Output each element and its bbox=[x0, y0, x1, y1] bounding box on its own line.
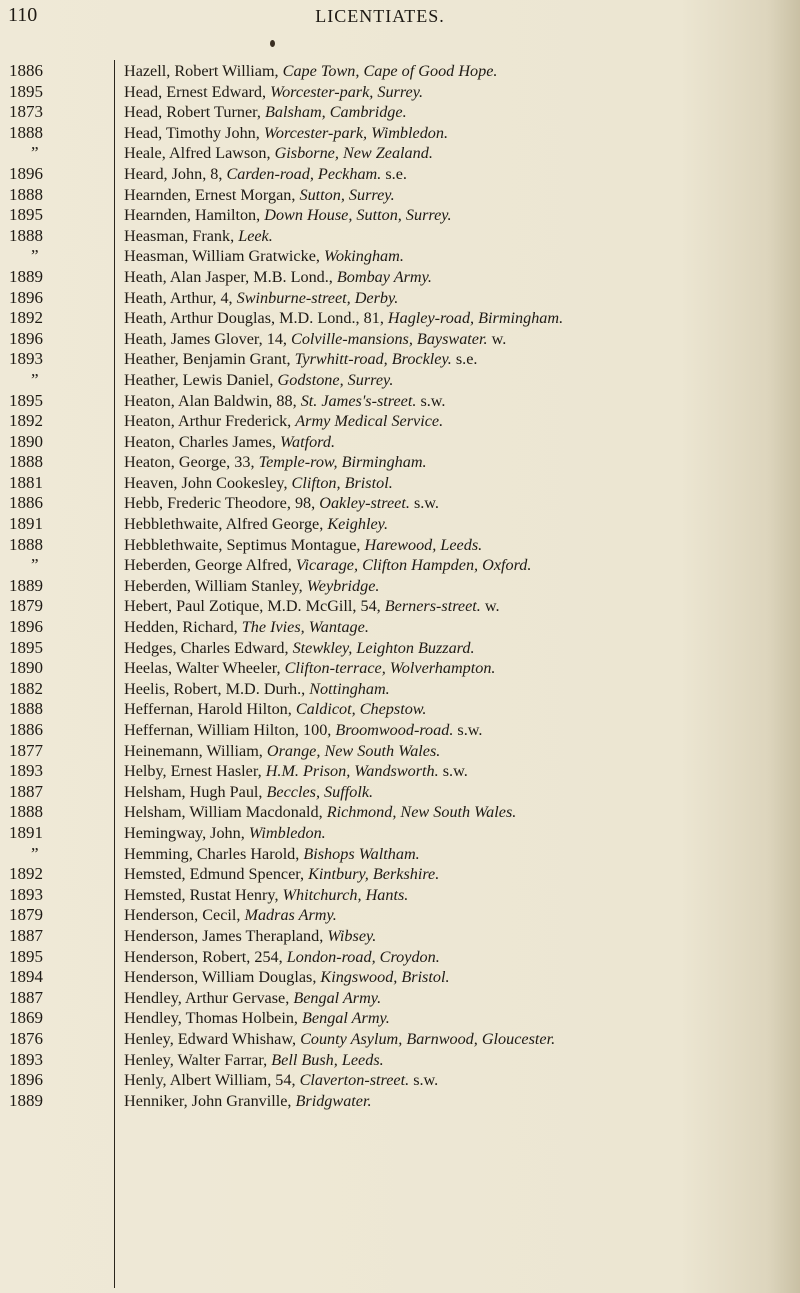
entry-text bbox=[124, 947, 440, 968]
entry-text bbox=[124, 370, 393, 391]
list-item bbox=[0, 185, 800, 206]
entry-address: Bell Bush, Leeds. bbox=[271, 1050, 384, 1069]
entry-postal-district: s.w. bbox=[453, 721, 483, 739]
entry-year: 1869 bbox=[9, 1008, 43, 1028]
list-item bbox=[0, 864, 800, 885]
list-item bbox=[0, 761, 800, 782]
list-item bbox=[0, 514, 800, 535]
entry-year: 1888 bbox=[9, 184, 43, 204]
entry-address: Balsham, Cambridge. bbox=[264, 103, 407, 122]
list-item bbox=[0, 267, 800, 288]
entry-text bbox=[124, 391, 445, 412]
entry-text bbox=[124, 411, 443, 432]
entry-text bbox=[124, 638, 475, 659]
list-item bbox=[0, 947, 800, 968]
entry-address: Down House, Sutton, Surrey. bbox=[264, 206, 452, 225]
list-item bbox=[0, 1008, 800, 1029]
entry-year: 1888 bbox=[9, 225, 43, 245]
list-item bbox=[0, 535, 800, 556]
entry-year: 1887 bbox=[9, 987, 43, 1007]
list-item bbox=[0, 1070, 800, 1091]
entry-name: Heelas, Walter Wheeler, bbox=[124, 659, 285, 678]
entry-postal-district: w. bbox=[487, 329, 507, 348]
list-item bbox=[0, 370, 800, 391]
entry-address: Carden-road, Peckham. bbox=[226, 164, 382, 183]
entry-name: Heffernan, William Hilton, 100, bbox=[124, 721, 336, 739]
entry-text bbox=[124, 699, 426, 720]
entry-year: 1896 bbox=[9, 328, 43, 348]
entry-address: Bombay Army. bbox=[336, 267, 432, 286]
entry-text bbox=[124, 1029, 555, 1050]
entry-text bbox=[124, 473, 393, 494]
entry-text bbox=[124, 782, 373, 803]
entry-name: Heather, Benjamin Grant, bbox=[124, 350, 295, 369]
list-item bbox=[0, 391, 800, 412]
entry-name: Henly, Albert William, 54, bbox=[124, 1071, 300, 1090]
entry-name: Hebert, Paul Zotique, M.D. McGill, 54, bbox=[124, 597, 385, 616]
entry-text bbox=[124, 967, 450, 988]
entry-text bbox=[124, 720, 482, 741]
entry-text bbox=[124, 885, 408, 906]
entry-year: 1887 bbox=[9, 781, 43, 801]
entry-name: Heaton, Alan Baldwin, 88, bbox=[124, 391, 301, 410]
entry-name: Hemming, Charles Harold, bbox=[124, 844, 304, 863]
list-item bbox=[0, 617, 800, 638]
entry-address: Cape Town, Cape of Good Hope. bbox=[282, 62, 498, 80]
entry-text bbox=[124, 514, 388, 535]
entry-name: Heasman, William Gratwicke, bbox=[124, 247, 324, 266]
entry-address: Kintbury, Berkshire. bbox=[308, 865, 440, 884]
entry-text bbox=[124, 61, 497, 82]
list-item bbox=[0, 699, 800, 720]
entry-text bbox=[124, 844, 420, 865]
list-item bbox=[0, 596, 800, 617]
list-item bbox=[0, 741, 800, 762]
page-number: 110 bbox=[8, 4, 38, 26]
entry-year: ” bbox=[31, 555, 39, 575]
entry-address: Wimbledon. bbox=[248, 823, 326, 842]
entry-text bbox=[124, 226, 273, 247]
entry-year: 1895 bbox=[9, 637, 43, 657]
entry-address: Watford. bbox=[280, 432, 336, 451]
list-item bbox=[0, 205, 800, 226]
entry-year: 1882 bbox=[9, 678, 43, 698]
entry-text bbox=[124, 1008, 390, 1029]
list-item bbox=[0, 555, 800, 576]
entry-address: Gisborne, New Zealand. bbox=[274, 144, 433, 163]
entry-year: 1889 bbox=[9, 266, 43, 286]
entry-year: ” bbox=[31, 143, 39, 163]
entry-name: Head, Robert Turner, bbox=[124, 103, 265, 122]
entry-year: 1893 bbox=[9, 884, 43, 904]
entry-name: Henley, Walter Farrar, bbox=[124, 1050, 272, 1069]
entry-year: 1881 bbox=[9, 472, 43, 492]
list-item bbox=[0, 329, 800, 350]
entry-text bbox=[124, 123, 448, 144]
entry-year: 1896 bbox=[9, 287, 43, 307]
entry-year: 1893 bbox=[9, 1049, 43, 1069]
entry-name: Hendley, Thomas Holbein, bbox=[124, 1009, 303, 1028]
entry-text bbox=[124, 308, 563, 329]
entry-name: Hemsted, Rustat Henry, bbox=[124, 885, 283, 904]
entry-text bbox=[124, 864, 439, 885]
entry-year: 1895 bbox=[9, 946, 43, 966]
entry-address: Broomwood-road. bbox=[335, 721, 454, 739]
entry-address: Beccles, Suffolk. bbox=[266, 782, 374, 801]
entry-year: 1895 bbox=[9, 205, 43, 225]
list-item bbox=[0, 1091, 800, 1112]
list-item bbox=[0, 102, 800, 123]
entry-name: Hebblethwaite, Alfred George, bbox=[124, 515, 328, 534]
entry-name: Heasman, Frank, bbox=[124, 226, 239, 245]
entry-postal-district: s.w. bbox=[409, 1071, 439, 1090]
entry-year: 1893 bbox=[9, 761, 43, 781]
entry-text bbox=[124, 452, 427, 473]
entry-year: 1888 bbox=[9, 122, 43, 142]
entry-address: Stewkley, Leighton Buzzard. bbox=[292, 638, 475, 657]
entry-year: 1887 bbox=[9, 925, 43, 945]
entry-text bbox=[124, 741, 440, 762]
entry-name: Hemsted, Edmund Spencer, bbox=[124, 865, 309, 884]
entry-address: Sutton, Surrey. bbox=[299, 185, 395, 204]
entry-year: 1892 bbox=[9, 864, 43, 884]
entry-name: Heffernan, Harold Hilton, bbox=[124, 700, 296, 719]
entry-text bbox=[124, 205, 452, 226]
list-item bbox=[0, 1050, 800, 1071]
list-item bbox=[0, 926, 800, 947]
entry-name: Henderson, James Therapland, bbox=[124, 926, 328, 945]
entry-text bbox=[124, 185, 395, 206]
entry-address: Hagley-road, Birmingham. bbox=[387, 309, 564, 328]
entry-name: Hebb, Frederic Theodore, 98, bbox=[124, 494, 320, 513]
list-item bbox=[0, 679, 800, 700]
entry-text bbox=[124, 102, 407, 123]
entry-address: Worcester-park, Wimbledon. bbox=[263, 123, 449, 142]
entry-name: Heaven, John Cookesley, bbox=[124, 473, 292, 492]
entry-address: Wibsey. bbox=[327, 926, 377, 945]
entry-name: Helsham, William Macdonald, bbox=[124, 803, 327, 822]
entry-name: Hemingway, John, bbox=[124, 823, 249, 842]
entry-address: Caldicot, Chepstow. bbox=[295, 700, 427, 719]
list-item bbox=[0, 226, 800, 247]
entry-name: Heaton, Charles James, bbox=[124, 432, 280, 451]
list-item bbox=[0, 844, 800, 865]
entry-address: Clifton-terrace, Wolverhampton. bbox=[284, 659, 496, 678]
entry-text bbox=[124, 596, 500, 617]
entry-address: Harewood, Leeds. bbox=[364, 535, 483, 554]
entry-year: 1879 bbox=[9, 905, 43, 925]
entry-address: Berners-street. bbox=[384, 597, 481, 616]
list-item bbox=[0, 473, 800, 494]
entry-text bbox=[124, 679, 390, 700]
page-header bbox=[0, 2, 800, 28]
entry-name: Henniker, John Granville, bbox=[124, 1091, 296, 1110]
running-head: LICENTIATES. bbox=[315, 6, 445, 26]
entry-text bbox=[124, 329, 506, 350]
entry-year: ” bbox=[31, 369, 39, 389]
entry-year: 1890 bbox=[9, 658, 43, 678]
entry-year: 1888 bbox=[9, 699, 43, 719]
list-item bbox=[0, 1029, 800, 1050]
entry-text bbox=[124, 617, 369, 638]
entry-address: Madras Army. bbox=[244, 906, 337, 925]
entry-year: 1891 bbox=[9, 822, 43, 842]
entry-year: 1895 bbox=[9, 390, 43, 410]
entry-address: Temple-row, Birmingham. bbox=[258, 453, 427, 472]
entry-postal-district: s.w. bbox=[438, 762, 468, 781]
entry-year: 1889 bbox=[9, 575, 43, 595]
entry-year: 1894 bbox=[9, 967, 43, 987]
entry-address: Bishops Waltham. bbox=[303, 844, 420, 863]
entry-text bbox=[124, 823, 326, 844]
entry-text bbox=[124, 82, 423, 103]
entry-address: Richmond, New South Wales. bbox=[326, 803, 517, 822]
entry-year: ” bbox=[31, 246, 39, 266]
entry-name: Heaton, Arthur Frederick, bbox=[124, 412, 296, 431]
entry-year: 1886 bbox=[9, 61, 43, 80]
entry-year: 1895 bbox=[9, 81, 43, 101]
entry-name: Heale, Alfred Lawson, bbox=[124, 144, 275, 163]
entry-year: 1877 bbox=[9, 740, 43, 760]
entry-address: London-road, Croydon. bbox=[286, 947, 440, 966]
entry-address: Bengal Army. bbox=[302, 1009, 390, 1028]
entry-text bbox=[124, 1070, 438, 1091]
list-item bbox=[0, 988, 800, 1009]
entry-year: 1888 bbox=[9, 802, 43, 822]
list-item bbox=[0, 82, 800, 103]
entry-name: Henderson, Cecil, bbox=[124, 906, 245, 925]
entry-address: Orange, New South Wales. bbox=[266, 741, 441, 760]
entry-name: Henderson, Robert, 254, bbox=[124, 947, 287, 966]
list-item bbox=[0, 576, 800, 597]
entry-name: Hedges, Charles Edward, bbox=[124, 638, 293, 657]
entry-text bbox=[124, 349, 477, 370]
entry-text bbox=[124, 555, 531, 576]
entry-text bbox=[124, 493, 439, 514]
entry-year: 1892 bbox=[9, 308, 43, 328]
entry-year: 1890 bbox=[9, 431, 43, 451]
entry-postal-district: w. bbox=[480, 597, 500, 616]
list-item bbox=[0, 411, 800, 432]
list-item bbox=[0, 432, 800, 453]
entry-year: 1886 bbox=[9, 720, 43, 739]
entry-year: 1888 bbox=[9, 534, 43, 554]
list-item bbox=[0, 143, 800, 164]
entry-year: 1896 bbox=[9, 617, 43, 637]
entry-name: Head, Ernest Edward, bbox=[124, 82, 271, 101]
list-item bbox=[0, 164, 800, 185]
entry-address: St. James's-street. bbox=[300, 391, 417, 410]
entry-year: ” bbox=[31, 843, 39, 863]
entry-name: Heath, Arthur, 4, bbox=[124, 288, 237, 307]
list-item bbox=[0, 246, 800, 267]
entry-name: Heath, Alan Jasper, M.B. Lond., bbox=[124, 267, 337, 286]
entry-name: Helby, Ernest Hasler, bbox=[124, 762, 266, 781]
entry-text bbox=[124, 288, 398, 309]
entry-address: Wokingham. bbox=[323, 247, 404, 266]
entry-postal-district: s.e. bbox=[381, 164, 407, 183]
entry-name: Henderson, William Douglas, bbox=[124, 968, 321, 987]
entry-name: Heath, Arthur Douglas, M.D. Lond., 81, bbox=[124, 309, 388, 328]
entry-year: 1892 bbox=[9, 411, 43, 431]
entry-year: 1896 bbox=[9, 1070, 43, 1090]
list-item bbox=[0, 638, 800, 659]
entry-name: Helsham, Hugh Paul, bbox=[124, 782, 267, 801]
entry-name: Heather, Lewis Daniel, bbox=[124, 370, 278, 389]
list-item bbox=[0, 802, 800, 823]
entry-name: Head, Timothy John, bbox=[124, 123, 264, 142]
list-item bbox=[0, 61, 800, 82]
entry-text bbox=[124, 143, 433, 164]
entry-address: Bridgwater. bbox=[295, 1091, 372, 1110]
entry-address: Kingswood, Bristol. bbox=[320, 968, 450, 987]
entry-name: Hearnden, Ernest Morgan, bbox=[124, 185, 300, 204]
entry-address: Bengal Army. bbox=[293, 988, 382, 1007]
entry-text bbox=[124, 576, 379, 597]
entry-year: 1876 bbox=[9, 1028, 43, 1048]
entry-year: 1879 bbox=[9, 596, 43, 616]
entry-postal-district: s.w. bbox=[409, 494, 439, 513]
entry-text bbox=[124, 905, 337, 926]
entry-name: Heberden, William Stanley, bbox=[124, 576, 307, 595]
entry-text bbox=[124, 432, 335, 453]
entry-text bbox=[124, 1091, 372, 1112]
list-item bbox=[0, 720, 800, 741]
entry-address: Tyrwhitt-road, Brockley. bbox=[294, 350, 452, 369]
list-item bbox=[0, 905, 800, 926]
entry-text bbox=[124, 267, 432, 288]
entry-address: County Asylum, Barnwood, Gloucester. bbox=[300, 1029, 556, 1048]
entry-address: Godstone, Surrey. bbox=[277, 370, 394, 389]
entry-text bbox=[124, 761, 468, 782]
list-item bbox=[0, 349, 800, 370]
entry-text bbox=[124, 1050, 384, 1071]
entry-text bbox=[124, 658, 495, 679]
entry-address: Claverton-street. bbox=[299, 1071, 410, 1090]
entry-address: Oakley-street. bbox=[319, 494, 410, 513]
list-item bbox=[0, 123, 800, 144]
entry-address: Keighley. bbox=[327, 515, 389, 534]
entry-postal-district: s.w. bbox=[416, 391, 446, 410]
entry-name: Heinemann, William, bbox=[124, 741, 267, 760]
entry-address: Swinburne-street, Derby. bbox=[236, 288, 399, 307]
entry-address: Colville-mansions, Bayswater. bbox=[291, 329, 488, 348]
list-item bbox=[0, 288, 800, 309]
entry-name: Heaton, George, 33, bbox=[124, 453, 259, 472]
list-item bbox=[0, 658, 800, 679]
entry-address: H.M. Prison, Wandsworth. bbox=[265, 762, 439, 781]
licentiates-list bbox=[0, 61, 800, 1111]
entry-name: Heath, James Glover, 14, bbox=[124, 329, 292, 348]
list-item bbox=[0, 452, 800, 473]
entry-text bbox=[124, 926, 376, 947]
entry-text bbox=[124, 988, 381, 1009]
entry-name: Hearnden, Hamilton, bbox=[124, 206, 265, 225]
entry-text bbox=[124, 535, 482, 556]
entry-address: Weybridge. bbox=[306, 576, 380, 595]
list-item bbox=[0, 823, 800, 844]
entry-year: 1873 bbox=[9, 102, 43, 122]
entry-name: Hebblethwaite, Septimus Montague, bbox=[124, 535, 365, 554]
entry-address: Nottingham. bbox=[309, 679, 390, 698]
entry-year: 1893 bbox=[9, 349, 43, 369]
entry-name: Hedden, Richard, bbox=[124, 618, 242, 637]
entry-address: Clifton, Bristol. bbox=[291, 473, 393, 492]
entry-address: Whitchurch, Hants. bbox=[282, 885, 409, 904]
entry-address: Army Medical Service. bbox=[295, 412, 444, 431]
entry-name: Hendley, Arthur Gervase, bbox=[124, 988, 294, 1007]
entry-text bbox=[124, 246, 404, 267]
entry-name: Heberden, George Alfred, bbox=[124, 556, 296, 575]
entry-name: Hazell, Robert William, bbox=[124, 62, 283, 80]
entry-address: Leek. bbox=[238, 226, 273, 245]
entry-postal-district: s.e. bbox=[451, 350, 478, 369]
entry-address: Vicarage, Clifton Hampden, Oxford. bbox=[295, 556, 532, 575]
entry-address: Worcester-park, Surrey. bbox=[270, 82, 424, 101]
entry-name: Heelis, Robert, M.D. Durh., bbox=[124, 679, 310, 698]
list-item bbox=[0, 493, 800, 514]
entry-year: 1891 bbox=[9, 514, 43, 534]
entry-name: Henley, Edward Whishaw, bbox=[124, 1029, 301, 1048]
entry-year: 1888 bbox=[9, 452, 43, 472]
entry-name: Heard, John, 8, bbox=[124, 164, 227, 183]
ink-mark bbox=[270, 40, 275, 47]
entry-year: 1896 bbox=[9, 163, 43, 183]
entry-year: 1889 bbox=[9, 1090, 43, 1110]
entry-text bbox=[124, 802, 516, 823]
list-item bbox=[0, 308, 800, 329]
list-item bbox=[0, 782, 800, 803]
entry-address: The Ivies, Wantage. bbox=[241, 618, 369, 637]
entry-text bbox=[124, 164, 407, 185]
list-item bbox=[0, 967, 800, 988]
entry-year: 1886 bbox=[9, 493, 43, 513]
list-item bbox=[0, 885, 800, 906]
